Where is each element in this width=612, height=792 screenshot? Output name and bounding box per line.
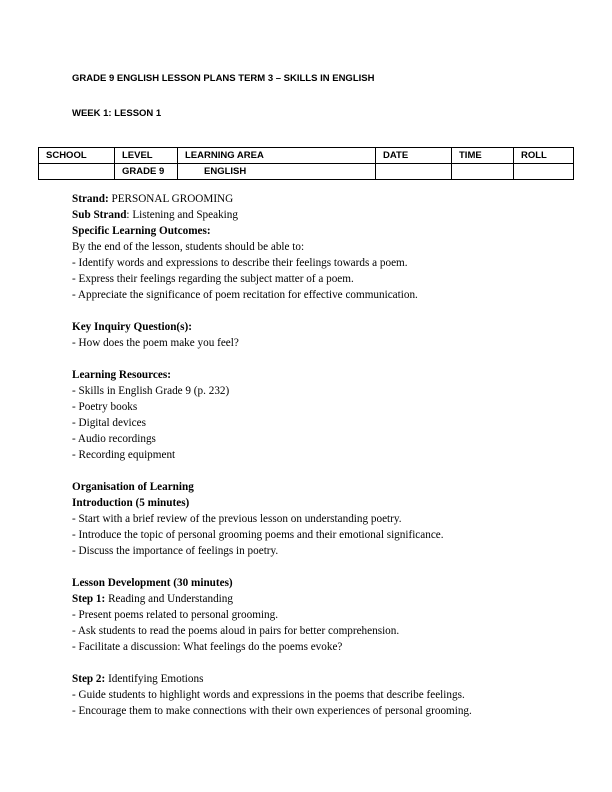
cell-school <box>39 164 115 180</box>
cell-level: GRADE 9 <box>115 164 178 180</box>
inquiry-heading: Key Inquiry Question(s): <box>72 321 192 333</box>
list-item: - Appreciate the significance of poem recitation for effective communication. <box>72 289 418 301</box>
sub-strand-line <box>72 207 572 223</box>
header-learning-area: LEARNING AREA <box>178 148 376 164</box>
list-item: - Guide students to highlight words and expressions in the poems that describe feelings. <box>72 689 465 701</box>
development-heading: Lesson Development (30 minutes) <box>72 577 233 589</box>
strand-value: PERSONAL GROOMING <box>108 193 234 205</box>
introduction-heading: Introduction (5 minutes) <box>72 497 190 509</box>
list-item: - Introduce the topic of personal grooming poems and their emotional significance. <box>72 529 444 541</box>
table-row <box>39 164 574 180</box>
step2-line <box>72 671 572 687</box>
header-school: SCHOOL <box>39 148 115 164</box>
sub-strand-label: Sub Strand <box>72 209 127 221</box>
header-time: TIME <box>452 148 514 164</box>
strand-label: Strand: <box>72 193 109 205</box>
step1-label: Step 1: <box>72 593 106 605</box>
list-item: - Digital devices <box>72 417 146 429</box>
list-item: - Skills in English Grade 9 (p. 232) <box>72 385 230 397</box>
organisation-heading: Organisation of Learning <box>72 481 194 493</box>
list-item: - Poetry books <box>72 401 138 413</box>
cell-time <box>452 164 514 180</box>
header-date: DATE <box>376 148 452 164</box>
list-item: - Ask students to read the poems aloud in pairs for better comprehension. <box>72 625 400 637</box>
outcomes-heading: Specific Learning Outcomes: <box>72 225 211 237</box>
list-item: - Facilitate a discussion: What feelings do the poems evoke? <box>72 641 343 653</box>
resources-heading: Learning Resources: <box>72 369 171 381</box>
step2-title: Identifying Emotions <box>105 673 204 685</box>
document-title: GRADE 9 ENGLISH LESSON PLANS TERM 3 – SKILLS IN ENGLISH <box>72 73 375 84</box>
header-level: LEVEL <box>115 148 178 164</box>
outcomes-intro: By the end of the lesson, students should be able to: <box>72 241 305 253</box>
header-roll: ROLL <box>514 148 574 164</box>
cell-learning-area: ENGLISH <box>178 164 376 180</box>
week-lesson-heading: WEEK 1: LESSON 1 <box>72 108 162 119</box>
list-item: - Express their feelings regarding the subject matter of a poem. <box>72 273 354 285</box>
step1-title: Reading and Understanding <box>105 593 233 605</box>
list-item: - Start with a brief review of the previous lesson on understanding poetry. <box>72 513 402 525</box>
sub-strand-value: : Listening and Speaking <box>126 209 238 221</box>
lesson-info-table <box>38 147 574 180</box>
cell-roll <box>514 164 574 180</box>
step2-label: Step 2: <box>72 673 106 685</box>
list-item: - Present poems related to personal grooming. <box>72 609 278 621</box>
strand-line <box>72 191 572 207</box>
step1-line <box>72 591 572 607</box>
cell-date <box>376 164 452 180</box>
lesson-body <box>72 191 572 719</box>
list-item: - Encourage them to make connections with their own experiences of personal grooming. <box>72 705 472 717</box>
list-item: - How does the poem make you feel? <box>72 337 239 349</box>
table-header-row <box>39 148 574 164</box>
list-item: - Recording equipment <box>72 449 176 461</box>
list-item: - Discuss the importance of feelings in poetry. <box>72 545 279 557</box>
list-item: - Audio recordings <box>72 433 156 445</box>
list-item: - Identify words and expressions to describe their feelings towards a poem. <box>72 257 408 269</box>
